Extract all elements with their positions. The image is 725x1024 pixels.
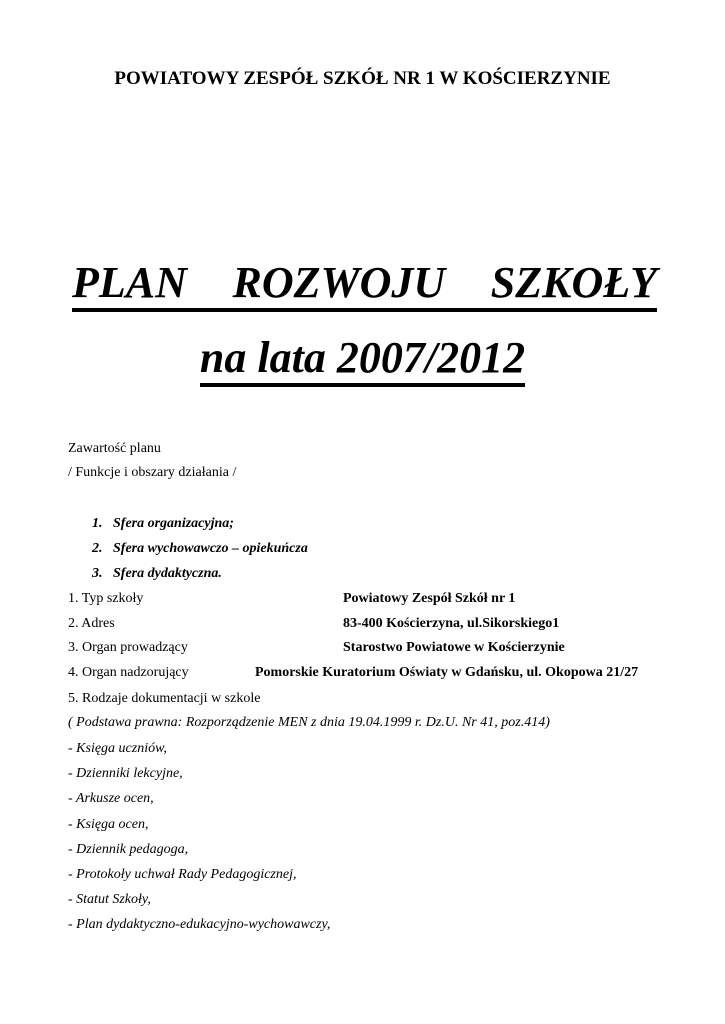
title-word: PLAN	[72, 258, 187, 307]
contents-subheading: / Funkcje i obszary działania /	[68, 465, 237, 480]
documentation-item: - Księga uczniów,	[68, 741, 167, 756]
info-value-supervisory-body: Pomorskie Kuratorium Oświaty w Gdańsku, ul. Okopowa 21/27	[255, 665, 639, 680]
documentation-item: - Księga ocen,	[68, 817, 149, 832]
school-header: POWIATOWY ZESPÓŁ SZKÓŁ NR 1 W KOŚCIERZYNIE	[114, 68, 611, 89]
toc-item	[92, 566, 222, 582]
documentation-item: - Dziennik pedagoga,	[68, 842, 189, 857]
documentation-item: - Plan dydaktyczno-edukacyjno-wychowawczy,	[68, 917, 331, 932]
documentation-item: - Arkusze ocen,	[68, 791, 154, 806]
toc-item-label: Sfera organizacyjna;	[113, 516, 234, 531]
toc-item-number: 2.	[92, 541, 103, 556]
documentation-item: - Protokoły uchwał Rady Pedagogicznej,	[68, 867, 297, 882]
info-value-governing-body: Starostwo Powiatowe w Kościerzynie	[343, 640, 565, 655]
main-title	[72, 258, 657, 312]
info-value-school-type: Powiatowy Zespół Szkół nr 1	[343, 591, 516, 606]
documentation-item: - Dzienniki lekcyjne,	[68, 766, 183, 781]
subtitle-container	[0, 333, 725, 387]
title-word: ROZWOJU	[232, 258, 446, 307]
contents-heading: Zawartość planu	[68, 441, 161, 456]
info-label-school-type: 1. Typ szkoły	[68, 591, 144, 606]
documentation-item: - Statut Szkoły,	[68, 892, 151, 907]
subtitle: na lata 2007/2012	[200, 333, 525, 387]
info-label-governing-body: 3. Organ prowadzący	[68, 640, 188, 655]
toc-item-label: Sfera dydaktyczna.	[113, 566, 222, 581]
toc-item	[92, 516, 234, 532]
info-value-address: 83-400 Kościerzyna, ul.Sikorskiego1	[343, 616, 560, 631]
toc-item	[92, 541, 308, 557]
legal-basis: ( Podstawa prawna: Rozporządzenie MEN z dnia 19.04.1999 r. Dz.U. Nr 41, poz.414)	[68, 715, 550, 730]
toc-item-number: 3.	[92, 566, 103, 581]
info-label-supervisory-body: 4. Organ nadzorujący	[68, 665, 189, 680]
info-label-address: 2. Adres	[68, 616, 115, 631]
documentation-heading: 5. Rodzaje dokumentacji w szkole	[68, 691, 261, 706]
toc-item-label: Sfera wychowawczo – opiekuńcza	[113, 541, 308, 556]
toc-item-number: 1.	[92, 516, 103, 531]
title-word: SZKOŁY	[490, 258, 657, 307]
